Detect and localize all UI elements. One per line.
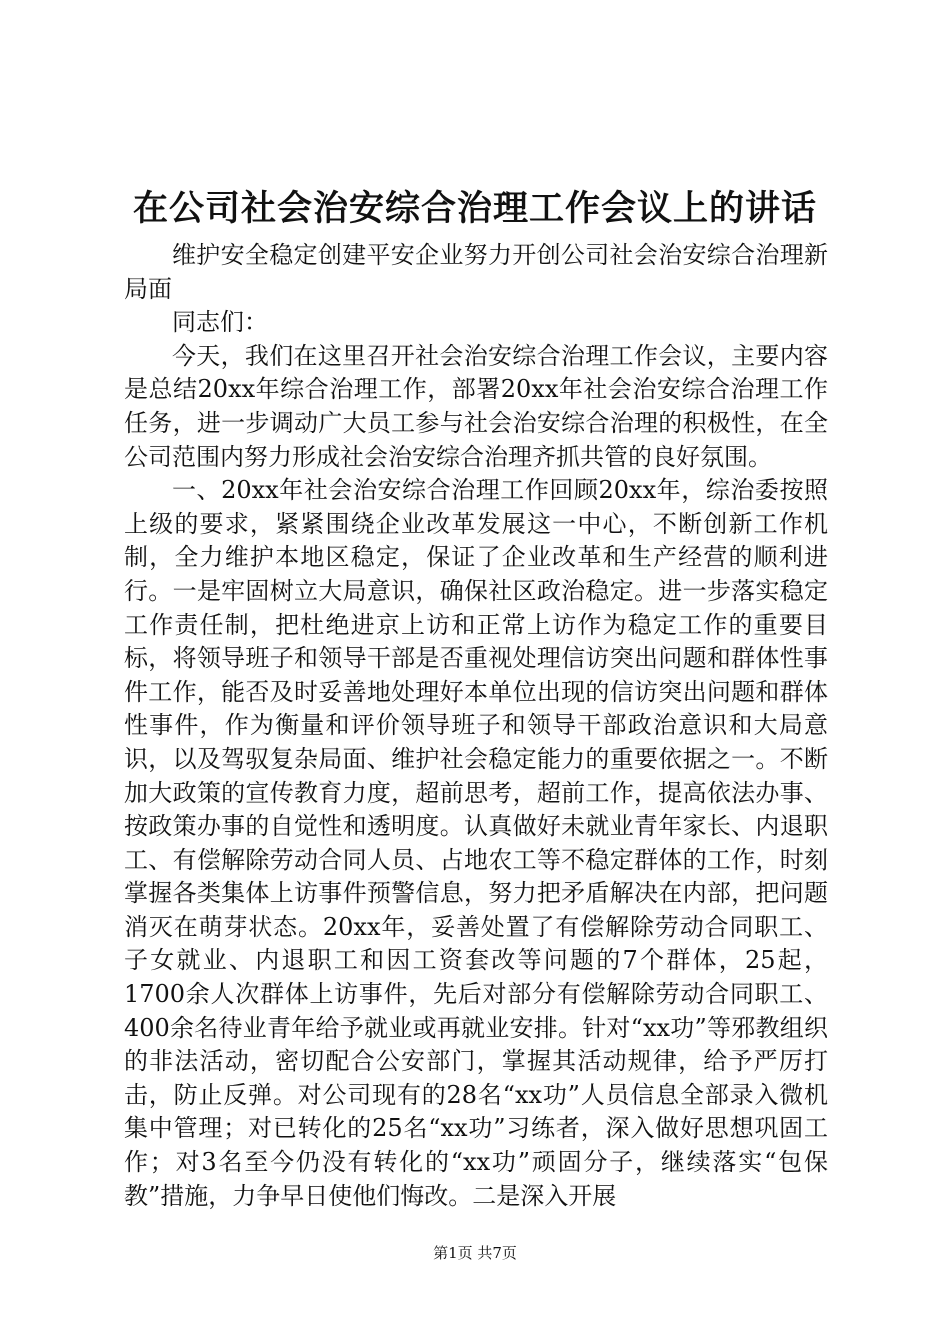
- salutation-paragraph: 同志们：: [172, 308, 268, 337]
- intro-paragraph: 今天，我们在这里召开社会治安综合治理工作会议，主要内容是总结20xx年综合治理工作，部署20xx年社会治安综合治理工作任务，进一步调动广大员工参与社会治安综合治理的积极性，在全公司范围内努力形成社会治安综合治理齐抓共管的良好氛围。: [124, 341, 828, 471]
- review-paragraph: 一、20xx年社会治安综合治理工作回顾20xx年，综治委按照上级的要求，紧紧围绕企业改革发展这一中心，不断创新工作机制，全力维护本地区稳定，保证了企业改革和生产经营的顺利进行。一是牢固树立大局意识，确保社区政治稳定。进一步落实稳定工作责任制，把杜绝进京上访和正常上访作为稳定工作的重要目标，将领导班子和领导干部是否重视处理信访突出问题和群体性事件工作，能否及时妥善地处理好本单位出现的信访突出问题和群体性事件，作为衡量和评价领导班子和领导干部政治意识和大局意识，以及驾驭复杂局面、维护社会稳定能力的重要依据之一。不断加大政策的宣传教育力度，超前思考，超前工作，提高依法办事、按政策办事的自觉性和透明度。认真做好未就业青年家长、内退职工、有偿解除劳动合同人员、占地农工等不稳定群体的工作，时刻掌握各类集体上访事件预警信息，努力把矛盾解决在内部，把问题消灭在萌芽状态。20xx年，妥善处置了有偿解除劳动合同职工、子女就业、内退职工和因工资套改等问题的7个群体，25起，1700余人次群体上访事件，先后对部分有偿解除劳动合同职工、400余名待业青年给予就业或再就业安排。针对“xx功”等邪教组织的非法活动，密切配合公安部门，掌握其活动规律，给予严厉打击，防止反弹。对公司现有的28名“xx功”人员信息全部录入微机集中管理；对已转化的25名“xx功”习练者，深入做好思想巩固工作；对3名至今仍没有转化的“xx功”顽固分子，继续落实“包保教”措施，力争早日使他们悔改。二是深入开展: [124, 476, 828, 1210]
- subtitle-paragraph: 维护安全稳定创建平安企业努力开创公司社会治安综合治理新局面: [124, 241, 828, 303]
- document-body: [124, 239, 828, 1213]
- page-footer: 第1页 共7页: [433, 1244, 517, 1262]
- document-title: 在公司社会治安综合治理工作会议上的讲话: [132, 189, 817, 229]
